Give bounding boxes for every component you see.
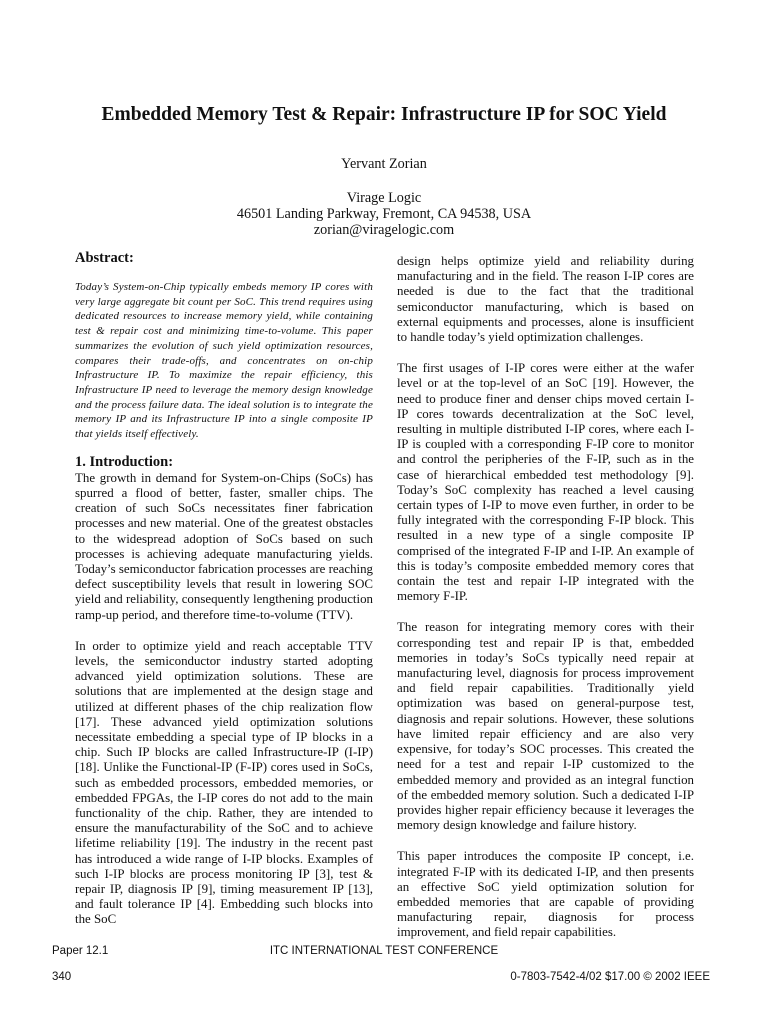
introduction-heading: 1. Introduction:	[75, 453, 174, 470]
footer-page-number: 340	[52, 971, 72, 983]
footer-paper-number: Paper 12.1	[52, 945, 109, 957]
right-column	[397, 254, 694, 941]
footer-copyright: 0-7803-7542-4/02 $17.00 © 2002 IEEE	[510, 971, 710, 983]
email: zorian@viragelogic.com	[313, 222, 455, 238]
intro-paragraph: design helps optimize yield and reliability during manufacturing and in the field. The reason I-IP cores are needed is due to the fact that the traditional semiconductor manufacturing, which is based on external equipments and processes, alone is insufficient to handle today’s yield optimization challenges.	[397, 254, 694, 345]
address: 46501 Landing Parkway, Fremont, CA 94538, USA	[236, 206, 532, 222]
intro-paragraph: In order to optimize yield and reach acceptable TTV levels, the semiconductor industry started adopting advanced yield optimization solutions. These are solutions that are implemented at the design stage and utilized at different phases of the chip realization flow [17]. These advanced yield optimization solutions necessitate embedding a special type of IP blocks in a chip. Such IP blocks are called Infrastructure-IP (I-IP) [18]. Unlike the Functional-IP (F-IP) cores used in SoCs, such as embedded processors, embedded memories, or embedded FPGAs, the I-IP cores do not add to the main functionality of the chip. Rather, they are intended to ensure the manufacturability of the SoC and to achieve lifetime reliability [19]. The industry in the recent past has introduced a wide range of I-IP blocks. Examples of such I-IP blocks are process monitoring IP [3], test & repair IP, diagnosis IP [9], timing measurement IP [13], and fault tolerance IP [4]. Embedding such blocks into the SoC	[75, 638, 373, 927]
paper-title: Embedded Memory Test & Repair: Infrastructure IP for SOC Yield	[101, 104, 667, 125]
author-name: Yervant Zorian	[341, 156, 427, 172]
intro-paragraph: This paper introduces the composite IP concept, i.e. integrated F-IP with its dedicated I-IP, and then presents an effective SoC yield optimization solution for embedded memories that are capable of providing manufacturing repair, diagnosis for process improvement, and field repair capabilities.	[397, 849, 694, 940]
footer-conference: ITC INTERNATIONAL TEST CONFERENCE	[269, 945, 499, 957]
intro-paragraph: The first usages of I-IP cores were either at the wafer level or at the top-level of an SoC [19]. However, the need to produce finer and denser chips moved certain I-IP cores towards decentralization at the SoC level, resulting in multiple distributed I-IP cores, where each I-IP is coupled with a corresponding F-IP core to monitor and control the peripheries of the F-IP, such as in the case of hierarchical embedded test methodology [9]. Today’s SoC complexity has reached a level causing certain types of I-IP to move even further, in order to be fully integrated with the corresponding F-IP block. This resulted in a new type of a single composite IP comprised of the integrated F-IP and I-IP. An example of this is today’s composite embedded memory cores that contain the test and repair I-IP integrated with the memory F-IP.	[397, 361, 694, 604]
left-column	[75, 250, 373, 928]
intro-paragraph: The growth in demand for System-on-Chips (SoCs) has spurred a flood of better, faster, smaller chips. The creation of such SoCs necessitates finer fabrication processes and new material. One of the greatest obstacles to the widespread adoption of SoCs based on such processes is achieving adequate manufacturing yields. Today’s semiconductor fabrication processes are reaching defect susceptibility levels that result in lowering SOC yield and reliability, consequently lengthening production ramp-up period, and therefore time-to-volume (TTV).	[75, 470, 373, 622]
intro-paragraph: The reason for integrating memory cores with their corresponding test and repair IP is that, embedded memories in today’s SoCs typically need repair at manufacturing level, diagnosis for process improvement and field repair capabilities. Traditionally yield optimization was based on general-purpose test, diagnosis and repair solutions. However, these solutions have limited repair efficiency and are also very expensive, for today’s SOC processes. This created the need for a test and repair I-IP customized to the embedded memory and provided as an integral function of the embedded memory solution. Such a dedicated I-IP provides higher repair efficiency because it leverages the memory design knowledge and failure history.	[397, 620, 694, 833]
abstract-text: Today’s System-on-Chip typically embeds memory IP cores with very large aggregate bit count per SoC. This trend requires using dedicated resources to increase memory yield, while containing test & repair cost and minimizing time-to-volume. This paper summarizes the evolution of such yield optimization resources, compares their trade-offs, and concentrates on on-chip Infrastructure IP. To maximize the repair efficiency, this Infrastructure IP need to leverage the memory design knowledge and the process failure data. The ideal solution is to integrate the memory IP and its Infrastructure IP into a single composite IP that yields itself effectively.	[75, 281, 373, 441]
affiliation: Virage Logic	[346, 190, 422, 206]
abstract-heading: Abstract:	[75, 250, 134, 266]
